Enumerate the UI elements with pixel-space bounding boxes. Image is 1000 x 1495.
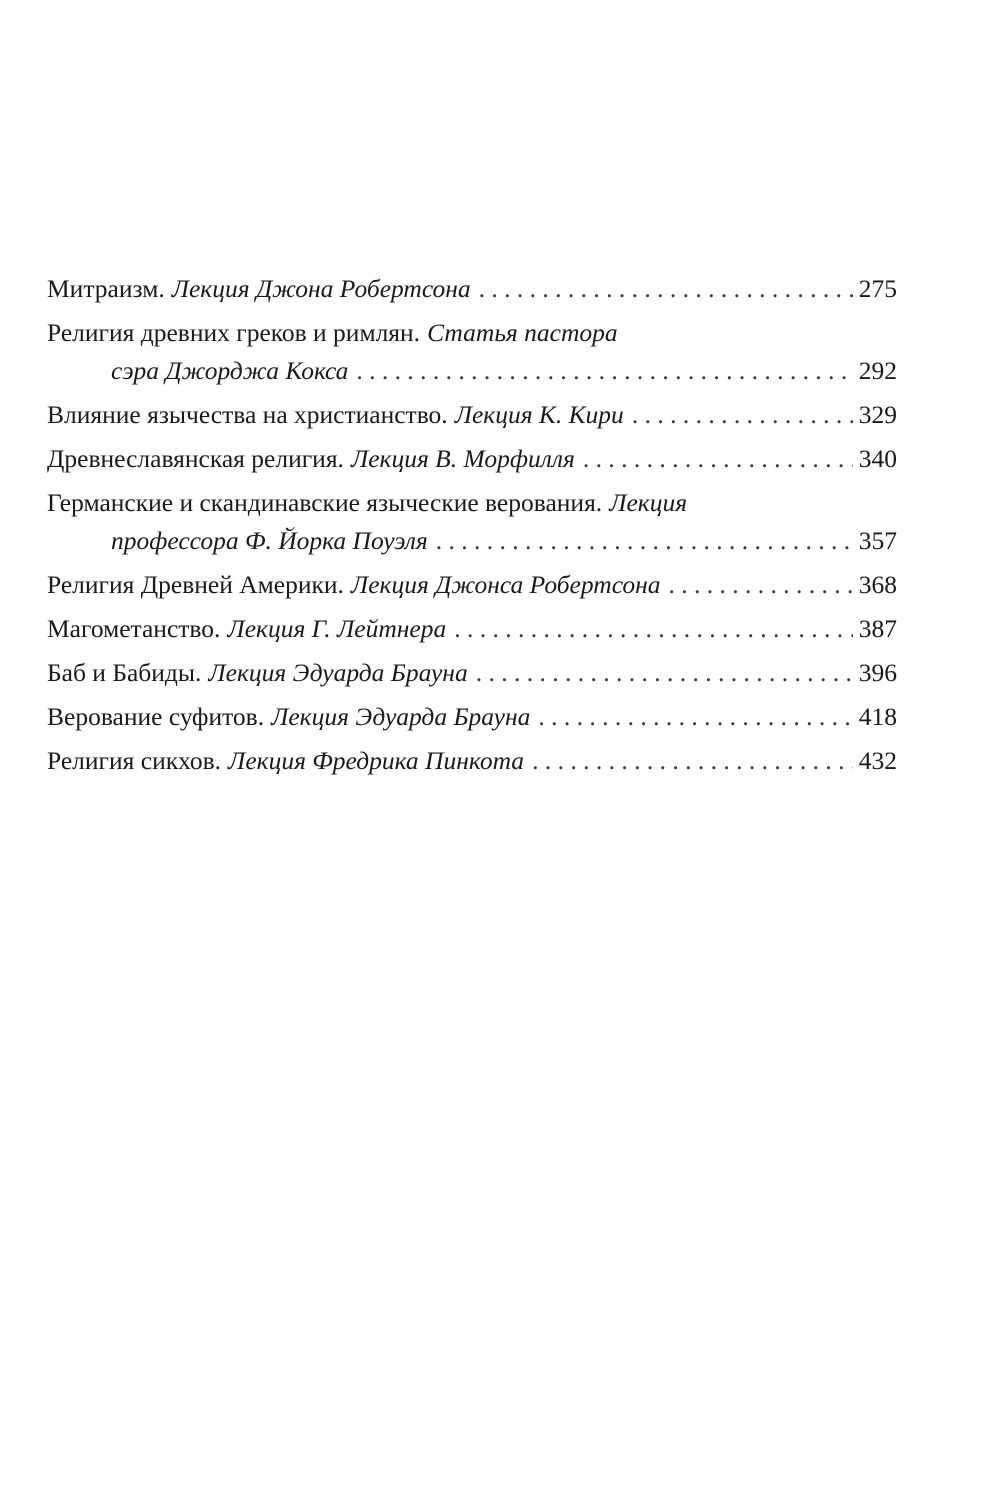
- toc-entry: [47, 440, 897, 478]
- entry-author: Лекция Г. Лейтнера: [227, 614, 447, 643]
- dot-leader: [436, 522, 853, 560]
- toc-entry: [47, 654, 897, 692]
- entry-author-continuation: профессора Ф. Йорка Поуэля: [111, 526, 428, 555]
- entry-title: Религия Древней Америки.: [47, 570, 344, 599]
- dot-leader: [476, 654, 853, 692]
- entry-page-number: 418: [858, 702, 897, 731]
- dot-leader: [356, 352, 852, 390]
- entry-page-number: 329: [858, 400, 897, 429]
- entry-title: Религия сикхов.: [47, 746, 222, 775]
- dot-leader: [479, 270, 853, 308]
- entry-page-number: 340: [858, 444, 897, 473]
- entry-page-number: 368: [858, 570, 897, 599]
- toc-entry: [47, 396, 897, 434]
- dot-leader: [669, 566, 853, 604]
- toc-entry: [47, 698, 897, 736]
- entry-author: Лекция: [609, 488, 688, 517]
- entry-page-number: 387: [858, 614, 897, 643]
- entry-title: Религия древних греков и римлян.: [47, 318, 421, 347]
- entry-title: Баб и Бабиды.: [47, 658, 202, 687]
- dot-leader: [532, 742, 853, 780]
- toc-entry-continuation: [47, 352, 897, 390]
- entry-author-continuation: сэра Джорджа Кокса: [111, 356, 349, 385]
- entry-title: Германские и скандинавские языческие верования.: [47, 488, 603, 517]
- toc-entry: [47, 610, 897, 648]
- entry-title: Верование суфитов.: [47, 702, 265, 731]
- table-of-contents: [47, 270, 897, 780]
- entry-author: Лекция К. Кири: [454, 400, 624, 429]
- entry-author: Лекция Эдуарда Брауна: [208, 658, 468, 687]
- dot-leader: [583, 440, 853, 478]
- entry-author: Лекция Джонса Робертсона: [350, 570, 661, 599]
- toc-entry: [47, 742, 897, 780]
- toc-entry: [47, 270, 897, 308]
- entry-title: Магометанство.: [47, 614, 221, 643]
- toc-entry: [47, 314, 897, 352]
- toc-entry-continuation: [47, 522, 897, 560]
- entry-page-number: 292: [858, 356, 897, 385]
- entry-title: Влияние язычества на христианство.: [47, 400, 448, 429]
- entry-page-number: 275: [858, 274, 897, 303]
- entry-author: Лекция Джона Робертсона: [171, 274, 471, 303]
- entry-page-number: 357: [858, 526, 897, 555]
- toc-entry: [47, 566, 897, 604]
- toc-entry: [47, 484, 897, 522]
- dot-leader: [538, 698, 852, 736]
- entry-author: Статья пастора: [427, 318, 618, 347]
- entry-title: Древнеславянская религия.: [47, 444, 344, 473]
- dot-leader: [454, 610, 853, 648]
- entry-page-number: 432: [858, 746, 897, 775]
- dot-leader: [632, 396, 853, 434]
- entry-page-number: 396: [858, 658, 897, 687]
- entry-title: Митраизм.: [47, 274, 165, 303]
- entry-author: Лекция Фредрика Пинкота: [228, 746, 525, 775]
- entry-author: Лекция Эдуарда Брауна: [271, 702, 531, 731]
- entry-author: Лекция В. Морфилля: [350, 444, 575, 473]
